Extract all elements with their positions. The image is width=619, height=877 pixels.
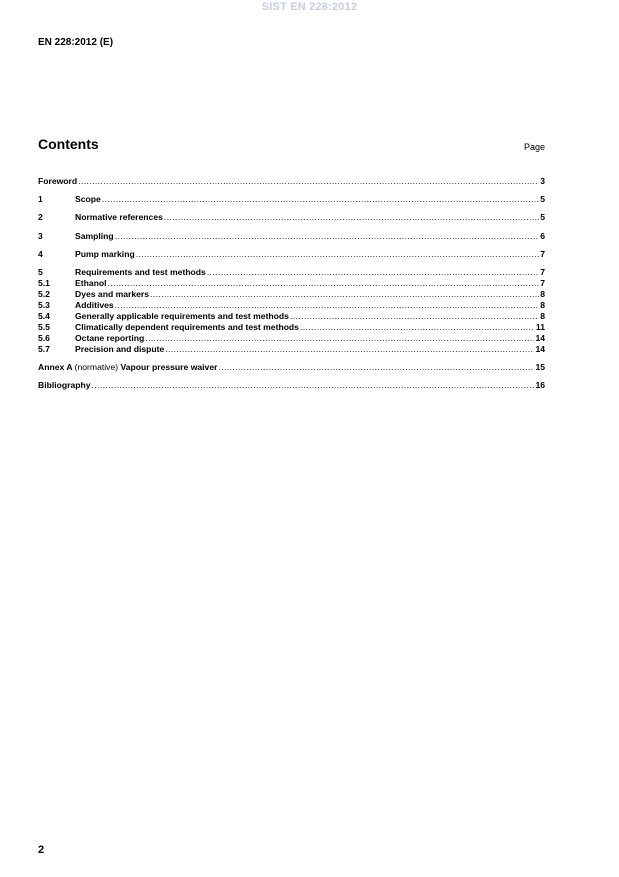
toc-entry-climatic-requirements[interactable] — [38, 322, 545, 333]
toc-entry-dyes-markers[interactable] — [38, 289, 545, 300]
toc-entry-page: 11 — [535, 322, 545, 332]
toc-entry-title: Foreword — [38, 176, 78, 186]
toc-entry-number: 2 — [38, 212, 43, 222]
toc-entry-number: 4 — [38, 249, 43, 259]
toc-entry-requirements[interactable] — [38, 267, 545, 278]
toc-entry-normative-references[interactable] — [38, 212, 545, 223]
toc-entry-ethanol[interactable] — [38, 278, 545, 289]
dot-leader — [108, 278, 540, 289]
toc-entry-additives[interactable] — [38, 300, 545, 311]
toc-entry-number: 5.1 — [38, 278, 50, 288]
toc-entry-sampling[interactable] — [38, 231, 545, 242]
toc-entry-title: Climatically dependent requirements and test methods — [75, 322, 299, 332]
toc-entry-bibliography[interactable] — [38, 380, 545, 391]
toc-entry-page: 8 — [540, 311, 545, 321]
dot-leader — [102, 194, 539, 205]
toc-entry-page: 15 — [535, 362, 545, 372]
dot-leader — [218, 362, 534, 373]
dot-leader — [290, 311, 539, 322]
toc-entry-general-requirements[interactable] — [38, 311, 545, 322]
toc-entry-title: Bibliography — [38, 380, 91, 390]
dot-leader — [207, 267, 539, 278]
toc-entry-title: Normative references — [75, 212, 163, 222]
dot-leader — [145, 333, 534, 344]
toc-entry-page: 7 — [540, 249, 545, 259]
dot-leader — [165, 344, 534, 355]
toc-entry-title: Sampling — [75, 231, 114, 241]
toc-entry-title: Octane reporting — [75, 333, 145, 343]
contents-title: Contents — [38, 136, 99, 152]
toc-entry-number: 3 — [38, 231, 43, 241]
toc-entry-page: 14 — [535, 333, 545, 343]
toc-entry-page: 16 — [535, 380, 545, 390]
page-number: 2 — [38, 844, 45, 856]
toc-entry-number: 5.5 — [38, 322, 50, 332]
toc-entry-page: 3 — [540, 176, 545, 186]
toc-entry-page: 7 — [540, 278, 545, 288]
dot-leader — [150, 289, 539, 300]
toc-entry-title: Pump marking — [75, 249, 135, 259]
toc-entry-page: 5 — [540, 212, 545, 222]
watermark-text: SIST EN 228:2012 — [261, 1, 358, 13]
toc-entry-number: 1 — [38, 194, 43, 204]
toc-entry-page: 5 — [540, 194, 545, 204]
toc-entry-number: 5.3 — [38, 300, 50, 310]
dot-leader — [78, 176, 539, 187]
document-id: EN 228:2012 (E) — [38, 37, 114, 48]
dot-leader — [92, 380, 535, 391]
toc-entry-title: Additives — [75, 300, 114, 310]
toc-entry-page: 8 — [540, 300, 545, 310]
dot-leader — [300, 322, 535, 333]
toc-entry-number: 5 — [38, 267, 43, 277]
toc-entry-pump-marking[interactable] — [38, 249, 545, 260]
annex-note: (normative) — [74, 362, 119, 372]
toc-entry-number: 5.4 — [38, 311, 50, 321]
dot-leader — [136, 249, 540, 260]
toc-entry-title: Ethanol — [75, 278, 107, 288]
toc-entry-title — [38, 362, 217, 373]
toc-entry-precision-dispute[interactable] — [38, 344, 545, 355]
toc-entry-title: Generally applicable requirements and test methods — [75, 311, 289, 321]
toc-entry-title: Requirements and test methods — [75, 267, 206, 277]
dot-leader — [164, 212, 539, 223]
dot-leader — [115, 300, 540, 311]
annex-label: Annex A — [38, 362, 73, 372]
toc-entry-title: Precision and dispute — [75, 344, 165, 354]
toc-entry-number: 5.7 — [38, 344, 50, 354]
toc-entry-title: Dyes and markers — [75, 289, 150, 299]
toc-entry-title: Scope — [75, 194, 101, 204]
toc-entry-number: 5.2 — [38, 289, 50, 299]
dot-leader — [115, 231, 540, 242]
toc-entry-annex-a[interactable] — [38, 362, 545, 373]
toc-entry-page: 8 — [540, 289, 545, 299]
toc-entry-page: 7 — [540, 267, 545, 277]
toc-entry-number: 5.6 — [38, 333, 50, 343]
toc-entry-scope[interactable] — [38, 194, 545, 205]
toc-entry-page: 14 — [535, 344, 545, 354]
annex-title: Vapour pressure waiver — [120, 362, 218, 372]
page-column-label: Page — [523, 142, 545, 152]
toc-entry-octane-reporting[interactable] — [38, 333, 545, 344]
toc-entry-foreword[interactable] — [38, 176, 545, 187]
toc-entry-page: 6 — [540, 231, 545, 241]
